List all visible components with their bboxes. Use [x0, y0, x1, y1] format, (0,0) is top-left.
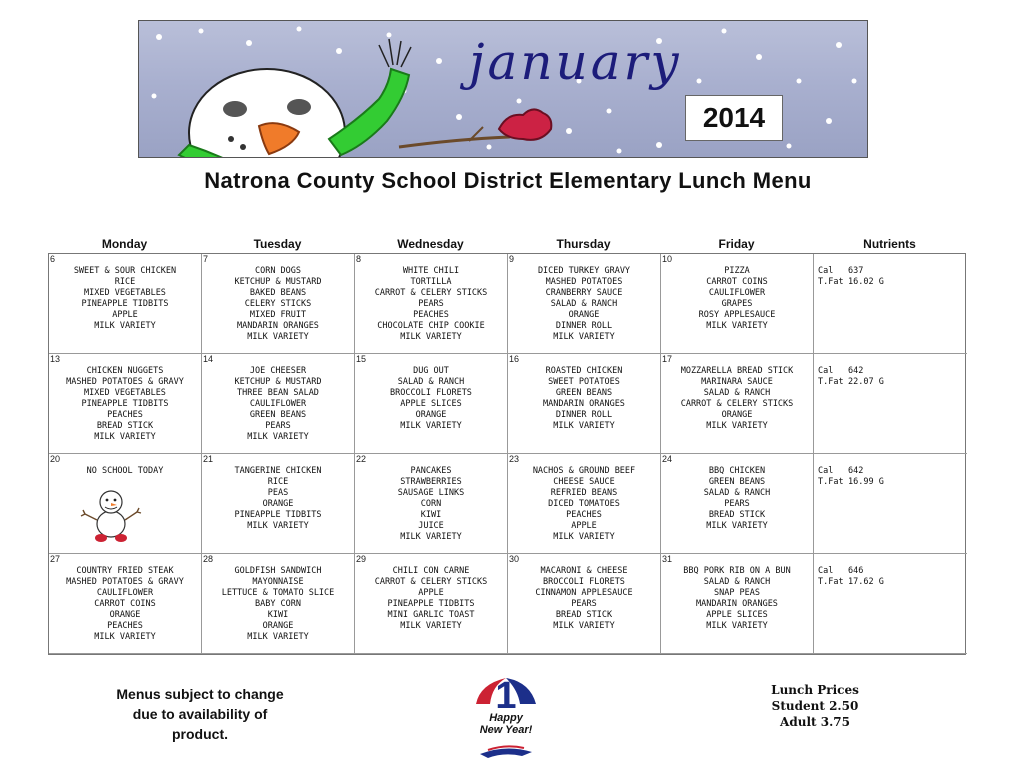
menu-item: APPLE SLICES	[706, 610, 768, 620]
menu-item: MANDARIN ORANGES	[543, 399, 625, 409]
menu-item: MILK VARIETY	[706, 521, 768, 531]
menu-item: GREEN BEANS	[555, 388, 613, 398]
menu-item: DICED TURKEY GRAVY	[537, 266, 631, 276]
menu-item: BAKED BEANS	[249, 288, 307, 298]
total-fat-label: T.Fat	[818, 577, 844, 587]
day-number: 27	[50, 554, 61, 564]
menu-items	[202, 366, 354, 443]
menu-item: CHOCOLATE CHIP COOKIE	[377, 321, 485, 331]
menu-item: APPLE	[571, 521, 597, 531]
snowman-icon	[79, 486, 143, 546]
menu-item: PEACHES	[566, 510, 602, 520]
nutrients-cell	[814, 354, 967, 454]
nutrient-values	[818, 266, 884, 288]
menu-item: DINNER ROLL	[555, 321, 613, 331]
menu-item: MILK VARIETY	[553, 421, 615, 431]
day-cell-wednesday	[355, 354, 508, 454]
menu-items	[49, 266, 201, 332]
price-adult: Adult 3.75	[780, 715, 850, 729]
menu-item: ORANGE	[109, 610, 141, 620]
header-wednesday: Wednesday	[397, 237, 464, 251]
menu-item: MILK VARIETY	[247, 632, 309, 642]
menu-item: SALAD & RANCH	[397, 377, 465, 387]
calories-label: Cal	[818, 566, 834, 576]
menu-item: LETTUCE & TOMATO SLICE	[221, 588, 335, 598]
day-cell-friday	[661, 254, 814, 354]
menu-item: CORN	[420, 499, 442, 509]
menu-item: MILK VARIETY	[400, 621, 462, 631]
menu-item: DICED TOMATOES	[548, 499, 620, 509]
menu-item: BROCCOLI FLORETS	[543, 577, 625, 587]
calories-label: Cal	[818, 266, 834, 276]
lunch-prices	[760, 682, 870, 730]
menu-item: GREEN BEANS	[708, 477, 766, 487]
menu-item: PIZZA	[724, 266, 750, 276]
price-student: Student 2.50	[771, 699, 859, 713]
menu-item: COUNTRY FRIED STEAK	[76, 566, 174, 576]
menu-item: MINI GARLIC TOAST	[387, 610, 475, 620]
menu-item: APPLE	[112, 310, 138, 320]
menu-item: DUG OUT	[413, 366, 449, 376]
menu-item: GREEN BEANS	[249, 410, 307, 420]
menu-item: PEARS	[571, 599, 597, 609]
menu-item: CRANBERRY SAUCE	[545, 288, 623, 298]
menu-item: SALAD & RANCH	[703, 488, 771, 498]
menu-item: RICE	[267, 477, 289, 487]
menu-item: KIWI	[267, 610, 289, 620]
menu-item: ROASTED CHICKEN	[545, 366, 623, 376]
disclaimer-line: Menus subject to change	[116, 686, 284, 702]
menu-item: TANGERINE CHICKEN	[234, 466, 322, 476]
day-cell-monday	[49, 554, 202, 654]
day-number: 14	[203, 354, 214, 364]
nutrients-cell	[814, 554, 967, 654]
day-cell-thursday	[508, 354, 661, 454]
menu-item: MILK VARIETY	[94, 632, 156, 642]
prices-title: Lunch Prices	[771, 683, 859, 697]
menu-item: MILK VARIETY	[706, 621, 768, 631]
menu-item: CARROT COINS	[94, 599, 156, 609]
day-number: 29	[356, 554, 367, 564]
menu-item: MILK VARIETY	[94, 321, 156, 331]
menu-items	[49, 466, 201, 477]
menu-item: SWEET & SOUR CHICKEN	[73, 266, 177, 276]
total-fat-label: T.Fat	[818, 477, 844, 487]
day-number: 13	[50, 354, 61, 364]
menu-item: MASHED POTATOES	[545, 277, 623, 287]
day-number: 10	[662, 254, 673, 264]
menu-items	[49, 566, 201, 643]
total-fat-label: T.Fat	[818, 377, 844, 387]
menu-item: CHILI CON CARNE	[392, 566, 470, 576]
menu-item: CHICKEN NUGGETS	[86, 366, 164, 376]
menu-item: NO SCHOOL TODAY	[86, 466, 164, 476]
page-title: Natrona County School District Elementary Lunch Menu	[204, 168, 812, 193]
menu-item: MILK VARIETY	[553, 621, 615, 631]
day-cell-wednesday	[355, 554, 508, 654]
day-number: 28	[203, 554, 214, 564]
disclaimer-line: product.	[172, 726, 228, 742]
day-cell-monday	[49, 354, 202, 454]
menu-item: MARINARA SAUCE	[701, 377, 773, 387]
day-cell-tuesday	[202, 454, 355, 554]
calories-row	[818, 566, 884, 577]
day-number: 22	[356, 454, 367, 464]
menu-item: ROSY APPLESAUCE	[698, 310, 776, 320]
menu-item: MILK VARIETY	[247, 521, 309, 531]
total-fat-row	[818, 477, 884, 488]
menu-item: PINEAPPLE TIDBITS	[387, 599, 475, 609]
menu-item: DINNER ROLL	[555, 410, 613, 420]
menu-items	[355, 366, 507, 432]
calories-row	[818, 266, 884, 277]
menu-item: BBQ CHICKEN	[708, 466, 766, 476]
day-cell-tuesday	[202, 254, 355, 354]
total-fat-value: 17.62 G	[848, 577, 884, 587]
menu-item: MANDARIN ORANGES	[237, 321, 319, 331]
day-number: 15	[356, 354, 367, 364]
header-friday: Friday	[718, 237, 755, 251]
header-thursday: Thursday	[556, 237, 611, 251]
total-fat-row	[818, 577, 884, 588]
nutrient-values	[818, 366, 884, 388]
header-banner	[138, 20, 868, 158]
day-cell-friday	[661, 454, 814, 554]
nutrient-values	[818, 566, 884, 588]
menu-item: PEACHES	[107, 621, 143, 631]
menu-item: JOE CHEESER	[249, 366, 307, 376]
day-cell-friday	[661, 354, 814, 454]
day-number: 16	[509, 354, 520, 364]
menu-item: BABY CORN	[254, 599, 302, 609]
calories-value: 642	[848, 366, 864, 376]
badge-number: 1	[495, 675, 517, 717]
menu-item: ORANGE	[415, 410, 447, 420]
menu-item: ORANGE	[262, 499, 294, 509]
menu-items	[661, 466, 813, 532]
total-fat-value: 16.99 G	[848, 477, 884, 487]
day-number: 23	[509, 454, 520, 464]
menu-item: KETCHUP & MUSTARD	[234, 277, 322, 287]
menu-item: MAYONNAISE	[252, 577, 304, 587]
menu-item: BREAD STICK	[708, 510, 766, 520]
day-cell-friday	[661, 554, 814, 654]
happy-new-year-badge	[458, 668, 554, 762]
menu-item: PEAS	[267, 488, 289, 498]
menu-item: ORANGE	[721, 410, 753, 420]
menu-items	[508, 266, 660, 343]
day-cell-tuesday	[202, 554, 355, 654]
menu-item: MILK VARIETY	[706, 321, 768, 331]
menu-item: RICE	[114, 277, 136, 287]
menu-item: WHITE CHILI	[402, 266, 460, 276]
menu-item: GRAPES	[721, 299, 753, 309]
day-number: 21	[203, 454, 214, 464]
day-cell-thursday	[508, 254, 661, 354]
calories-label: Cal	[818, 366, 834, 376]
header-nutrients: Nutrients	[863, 237, 916, 251]
menu-item: CAULIFLOWER	[708, 288, 766, 298]
menu-item: MILK VARIETY	[247, 332, 309, 342]
menu-item: PANCAKES	[410, 466, 452, 476]
menu-item: CARROT & CELERY STICKS	[374, 288, 488, 298]
menu-items	[508, 366, 660, 432]
menu-item: PINEAPPLE TIDBITS	[81, 299, 169, 309]
nutrient-values	[818, 466, 884, 488]
menu-item: MILK VARIETY	[400, 421, 462, 431]
total-fat-value: 22.07 G	[848, 377, 884, 387]
badge-line2: New Year!	[479, 724, 533, 736]
day-number: 17	[662, 354, 673, 364]
menu-item: CAULIFLOWER	[249, 399, 307, 409]
badge-line1: Happy	[489, 712, 523, 724]
menu-item: CARROT & CELERY STICKS	[680, 399, 794, 409]
menu-item: MILK VARIETY	[553, 332, 615, 342]
calories-row	[818, 466, 884, 477]
menu-item: THREE BEAN SALAD	[237, 388, 319, 398]
menu-item: MASHED POTATOES & GRAVY	[66, 577, 184, 587]
menu-item: MANDARIN ORANGES	[696, 599, 778, 609]
day-number: 20	[50, 454, 61, 464]
menu-item: JUICE	[418, 521, 444, 531]
menu-item: PEACHES	[413, 310, 449, 320]
menu-item: MACARONI & CHEESE	[540, 566, 628, 576]
menu-item: MILK VARIETY	[400, 332, 462, 342]
menu-items	[202, 466, 354, 532]
day-number: 31	[662, 554, 673, 564]
header-tuesday: Tuesday	[253, 237, 302, 251]
menu-items	[355, 466, 507, 543]
menu-item: SALAD & RANCH	[550, 299, 618, 309]
menu-item: PINEAPPLE TIDBITS	[234, 510, 322, 520]
nutrients-cell	[814, 254, 967, 354]
menu-item: APPLE SLICES	[400, 399, 462, 409]
menu-item: MIXED VEGETABLES	[84, 288, 166, 298]
day-cell-thursday	[508, 554, 661, 654]
menu-item: PEARS	[265, 421, 291, 431]
menu-item: BBQ PORK RIB ON A BUN	[683, 566, 791, 576]
menu-item: PEARS	[724, 499, 750, 509]
banner-month: january	[469, 33, 682, 91]
menu-item: MILK VARIETY	[247, 432, 309, 442]
menu-item: TORTILLA	[410, 277, 452, 287]
disclaimer-line: due to availability of	[132, 706, 268, 722]
menu-item: BREAD STICK	[555, 610, 613, 620]
day-number: 8	[356, 254, 362, 264]
total-fat-label: T.Fat	[818, 277, 844, 287]
day-cell-monday	[49, 454, 202, 554]
menu-items	[49, 366, 201, 443]
day-number: 7	[203, 254, 209, 264]
menu-calendar	[48, 253, 966, 655]
banner-year: 2014	[685, 95, 783, 141]
menu-item: REFRIED BEANS	[550, 488, 618, 498]
day-number: 9	[509, 254, 515, 264]
total-fat-value: 16.02 G	[848, 277, 884, 287]
menu-item: GOLDFISH SANDWICH	[234, 566, 322, 576]
menu-items	[355, 266, 507, 343]
menu-item: SNAP PEAS	[713, 588, 761, 598]
menu-disclaimer	[100, 684, 300, 744]
menu-item: CARROT COINS	[706, 277, 768, 287]
menu-items	[508, 566, 660, 632]
day-cell-thursday	[508, 454, 661, 554]
day-headers	[48, 237, 966, 253]
menu-item: STRAWBERRIES	[400, 477, 462, 487]
menu-item: PEARS	[418, 299, 444, 309]
total-fat-row	[818, 377, 884, 388]
menu-item: CAULIFLOWER	[96, 588, 154, 598]
menu-item: MILK VARIETY	[553, 532, 615, 542]
menu-item: BREAD STICK	[96, 421, 154, 431]
menu-item: SAUSAGE LINKS	[397, 488, 465, 498]
menu-item: ORANGE	[262, 621, 294, 631]
menu-item: CINNAMON APPLESAUCE	[535, 588, 633, 598]
day-number: 24	[662, 454, 673, 464]
menu-item: MOZZARELLA BREAD STICK	[680, 366, 794, 376]
menu-item: MIXED VEGETABLES	[84, 388, 166, 398]
day-number: 30	[509, 554, 520, 564]
calories-label: Cal	[818, 466, 834, 476]
calories-value: 642	[848, 466, 864, 476]
menu-item: SALAD & RANCH	[703, 388, 771, 398]
menu-item: SALAD & RANCH	[703, 577, 771, 587]
menu-item: CORN DOGS	[254, 266, 302, 276]
calories-row	[818, 366, 884, 377]
menu-item: MILK VARIETY	[94, 432, 156, 442]
menu-items	[661, 266, 813, 332]
menu-item: ORANGE	[568, 310, 600, 320]
nutrients-cell	[814, 454, 967, 554]
menu-item: MIXED FRUIT	[249, 310, 307, 320]
menu-item: MILK VARIETY	[706, 421, 768, 431]
menu-item: PINEAPPLE TIDBITS	[81, 399, 169, 409]
calories-value: 637	[848, 266, 864, 276]
menu-item: NACHOS & GROUND BEEF	[532, 466, 636, 476]
day-cell-monday	[49, 254, 202, 354]
day-number: 6	[50, 254, 56, 264]
menu-item: KIWI	[420, 510, 442, 520]
menu-items	[661, 566, 813, 632]
menu-item: CARROT & CELERY STICKS	[374, 577, 488, 587]
menu-item: CELERY STICKS	[244, 299, 312, 309]
menu-items	[355, 566, 507, 632]
menu-item: APPLE	[418, 588, 444, 598]
menu-item: CHEESE SAUCE	[553, 477, 615, 487]
menu-items	[202, 266, 354, 343]
menu-items	[202, 566, 354, 643]
calories-value: 646	[848, 566, 864, 576]
menu-item: KETCHUP & MUSTARD	[234, 377, 322, 387]
total-fat-row	[818, 277, 884, 288]
menu-item: MASHED POTATOES & GRAVY	[66, 377, 184, 387]
menu-item: BROCCOLI FLORETS	[390, 388, 472, 398]
day-cell-wednesday	[355, 454, 508, 554]
menu-item: MILK VARIETY	[400, 532, 462, 542]
header-monday: Monday	[101, 237, 148, 251]
menu-items	[508, 466, 660, 543]
day-cell-tuesday	[202, 354, 355, 454]
day-cell-wednesday	[355, 254, 508, 354]
menu-items	[661, 366, 813, 432]
menu-item: SWEET POTATOES	[548, 377, 620, 387]
menu-item: PEACHES	[107, 410, 143, 420]
